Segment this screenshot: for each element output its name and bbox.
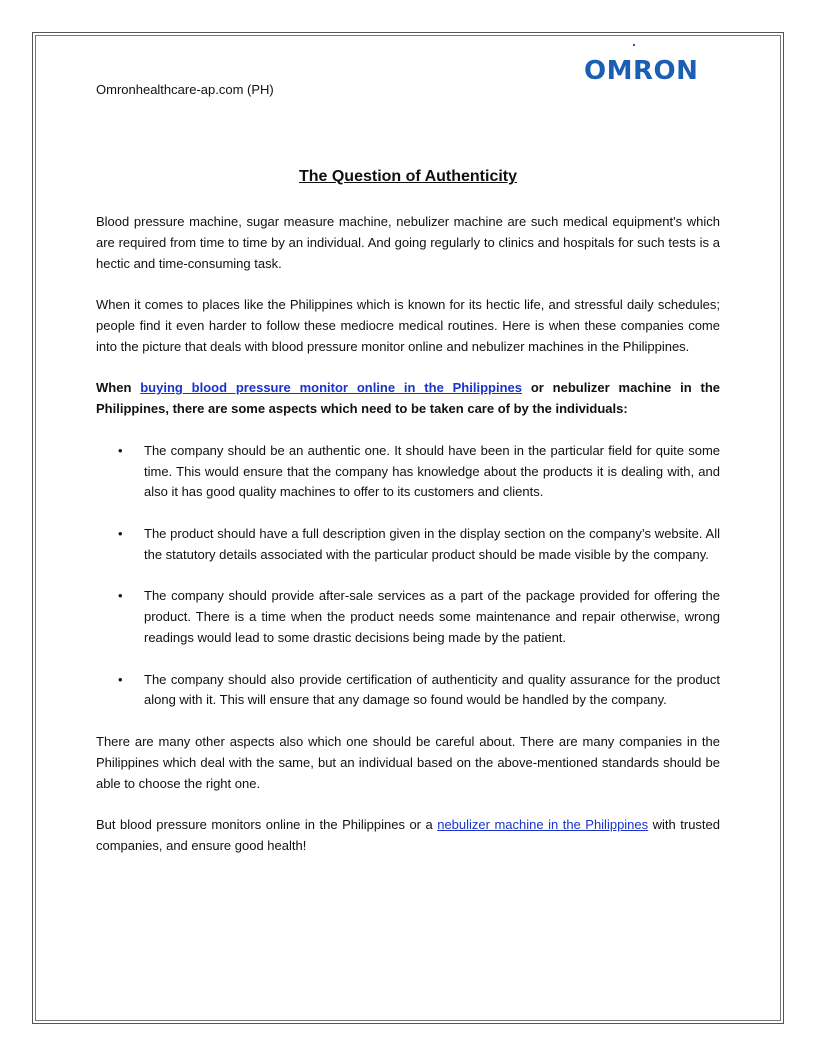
list-item-text: The product should have a full description given in the display section on the company’s website. All the statutory details associated with the particular product should be made visible by the company. xyxy=(144,525,720,562)
page-title: The Question of Authenticity xyxy=(298,168,518,185)
lead-text-after: or nebulizer machine in the Philippines, there are some aspects which need to be taken care of by the individuals: xyxy=(96,380,720,417)
closing-text-before: But blood pressure monitors online in the Philippines or a xyxy=(96,817,438,833)
paragraph-philippines: When it comes to places like the Philippines which is known for its hectic life, and stressful daily schedules; people find it even harder to follow these mediocre medical routines. Here is when these companies come into the picture that deals with blood pressure monitor online and nebulizer machines in the Philippines. xyxy=(96,297,720,354)
site-name: Omronhealthcare-ap.com (PH) xyxy=(96,82,274,97)
paragraph-closing xyxy=(96,815,720,857)
bullet-icon: • xyxy=(118,588,123,604)
bullet-icon: • xyxy=(118,671,123,687)
bullet-icon: • xyxy=(118,525,123,541)
paragraph-intro: Blood pressure machine, sugar measure machine, nebulizer machine are such medical equipment's which are required from time to time by an individual. And going regularly to clinics and hospitals for such tests is a hectic and time-consuming task. xyxy=(96,214,720,271)
bullet-icon: • xyxy=(118,442,123,458)
closing-text-after: with trusted companies, and ensure good health! xyxy=(96,817,721,853)
list-item xyxy=(96,441,720,503)
omron-logo: OMRON xyxy=(584,56,699,86)
list-item-text: The company should provide after-sale services as a part of the package provided for offering the product. There is a time when the product needs some maintenance and repair otherwise, wrong readings would lead to some drastic decisions being made by the patient. xyxy=(144,588,720,645)
list-item xyxy=(96,524,720,566)
paragraph-other-aspects: There are many other aspects also which one should be careful about. There are many companies in the Philippines which deal with the same, but an individual based on the above-mentioned standards should be able to choose the right one. xyxy=(96,733,720,791)
list-item-text: The company should also provide certification of authenticity and quality assurance for the product along with it. This will ensure that any damage so found would be handled by the company. xyxy=(144,671,720,708)
buying-bp-monitor-link[interactable]: buying blood pressure monitor online in the Philippines xyxy=(140,380,522,396)
list-item-text: The company should be an authentic one. It should have been in the particular field for quite some time. This would ensure that the company has knowledge about the products it is dealing with, and also it has good quality machines to offer to its customers and clients. xyxy=(144,442,720,500)
list-item xyxy=(96,586,720,648)
nebulizer-machine-link[interactable]: nebulizer machine in the Philippines xyxy=(437,817,649,833)
lead-text-before: When xyxy=(96,380,141,396)
paragraph-lead xyxy=(96,378,720,420)
logo-mark xyxy=(633,44,635,46)
list-item xyxy=(96,670,720,712)
aspects-list xyxy=(96,441,720,711)
document-body xyxy=(96,212,720,878)
